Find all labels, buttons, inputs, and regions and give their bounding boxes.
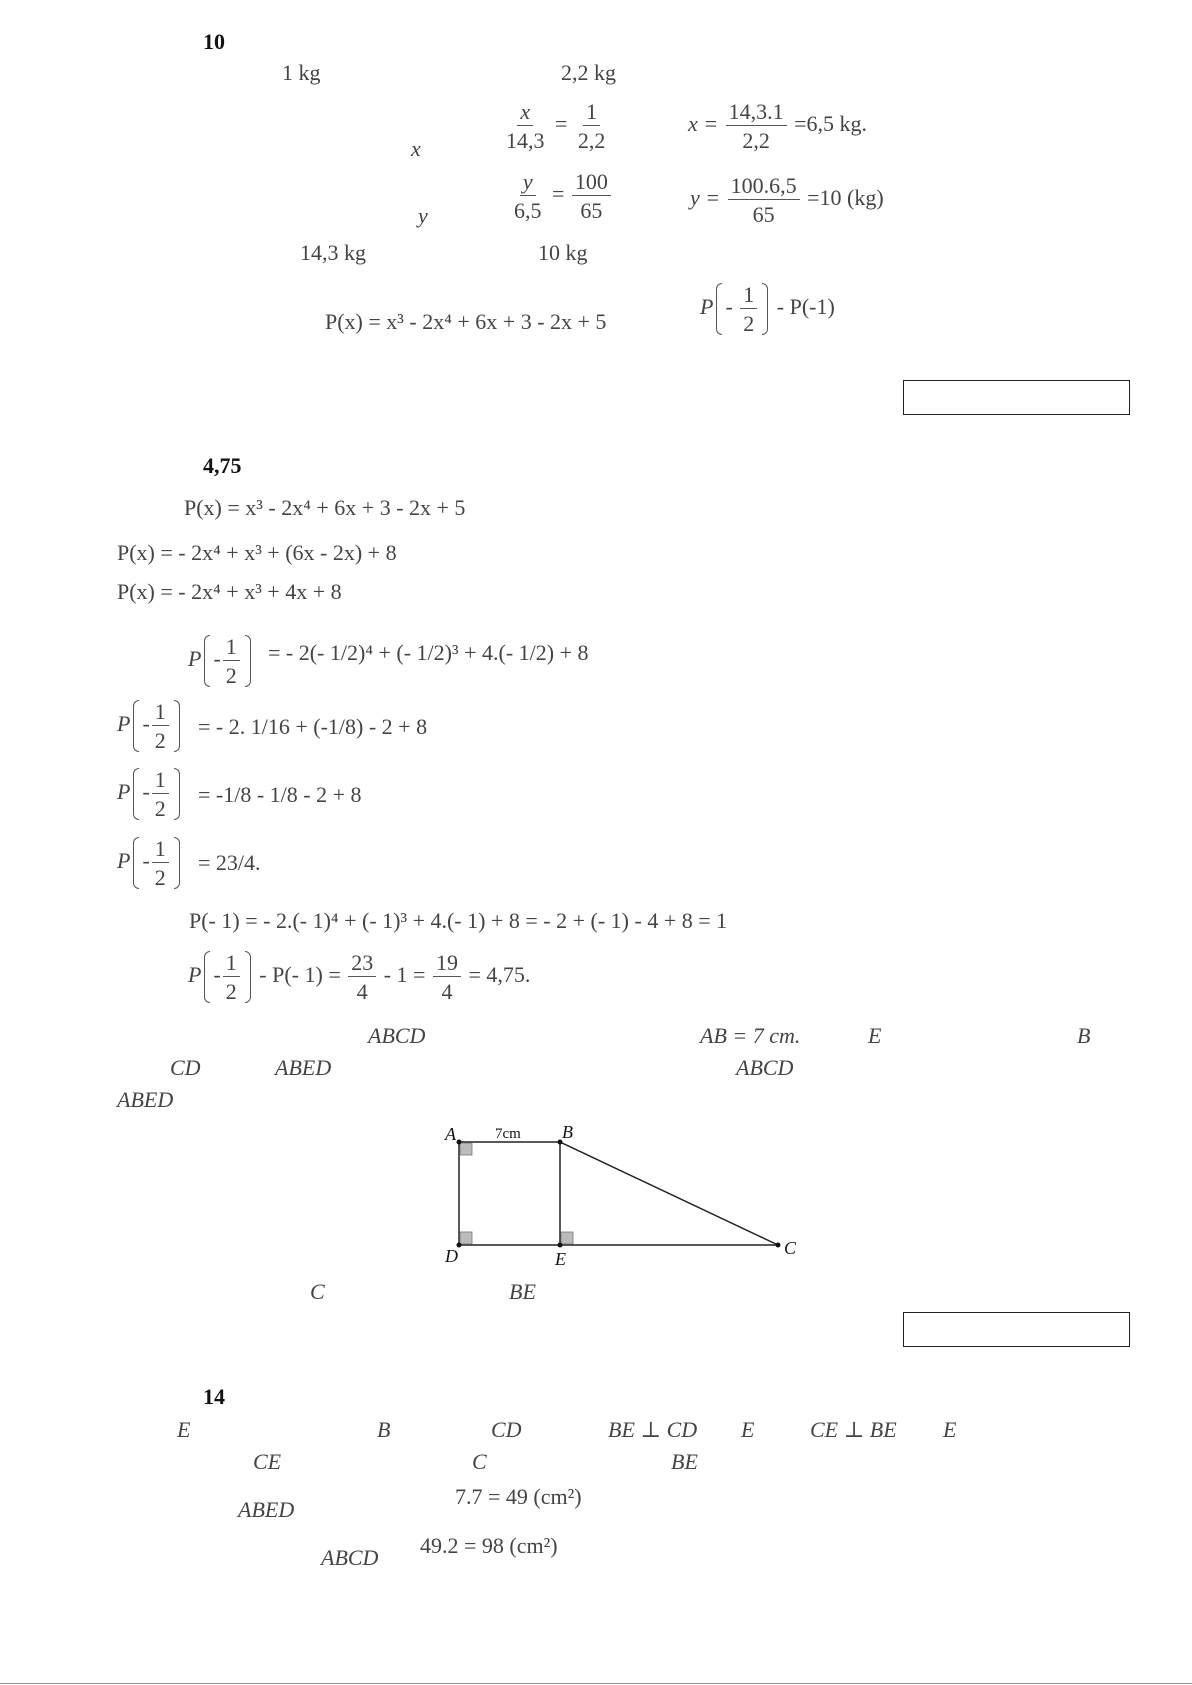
variable-y: y [418, 203, 428, 228]
solution-line: P(x) = x³ - 2x⁴ + 6x + 3 - 2x + 5 [184, 495, 466, 520]
solution-line: = - 2(- 1/2)⁴ + (- 1/2)³ + 4.(- 1/2) + 8 [268, 640, 589, 665]
area-calc: 49.2 = 98 (cm²) [420, 1533, 558, 1558]
mass-label: 14,3 kg [300, 240, 366, 265]
text-fragment: BE [509, 1279, 536, 1304]
text-fragment: AB = 7 cm. [700, 1023, 801, 1048]
page-bottom-rule [0, 1683, 1192, 1684]
trapezoid-figure [430, 1118, 810, 1278]
answer-box[interactable] [903, 1312, 1130, 1347]
solution-line: = -1/8 - 1/8 - 2 + 8 [198, 782, 362, 807]
side-length-label: 7cm [495, 1126, 521, 1142]
solution-line: P(x) = - 2x⁴ + x³ + (6x - 2x) + 8 [117, 540, 397, 565]
answer-number: 14 [203, 1384, 225, 1409]
text-fragment: CE ⊥ BE [810, 1417, 897, 1442]
text-fragment: ABCD [321, 1545, 379, 1570]
p-half-label: P - $\frac{1}{2}$ [117, 837, 183, 889]
text-fragment: E [868, 1023, 882, 1048]
text-fragment: ABCD [368, 1023, 426, 1048]
problem-number: 10 [203, 29, 225, 54]
text-fragment: CD [170, 1055, 201, 1080]
text-fragment: B [377, 1417, 391, 1442]
expression: P - $\frac{1}{2}$ - P(-1) [700, 282, 835, 337]
variable-x: x [411, 136, 421, 161]
text-fragment: C [310, 1279, 325, 1304]
vertex-label-e: E [555, 1249, 566, 1269]
text-fragment: E [741, 1417, 755, 1442]
polynomial: P(x) = x³ - 2x⁴ + 6x + 3 - 2x + 5 [325, 309, 607, 334]
text-fragment: BE ⊥ CD [608, 1417, 698, 1442]
text-fragment: BE [671, 1449, 698, 1474]
text-fragment: E [943, 1417, 957, 1442]
p-half-label: P - $\frac{1}{2}$ [188, 635, 254, 687]
mass-label: 1 kg [282, 60, 321, 85]
mass-label: 2,2 kg [561, 60, 616, 85]
vertex-label-a: A [445, 1124, 456, 1144]
answer-number: 4,75 [203, 453, 242, 478]
vertex-label-d: D [445, 1246, 458, 1266]
p-half-label: P - $\frac{1}{2}$ [117, 700, 183, 752]
proportion-x: $\frac{x}{14,3}$ = $\frac{1}{2,2}$ [506, 99, 606, 154]
final-line: P - $\frac{1}{2}$ - P(- 1) = $\frac{23}{4}$ - 1 = $\frac{19}{4}$ = 4,75. [188, 950, 531, 1005]
text-fragment: ABED [117, 1087, 174, 1112]
solution-line: P(- 1) = - 2.(- 1)⁴ + (- 1)³ + 4.(- 1) + 8 = - 2 + (- 1) - 4 + 8 = 1 [189, 908, 728, 933]
area-calc: 7.7 = 49 (cm²) [455, 1484, 582, 1509]
text-fragment: ABED [238, 1497, 295, 1522]
text-fragment: CD [491, 1417, 522, 1442]
vertex-label-b: B [562, 1122, 573, 1142]
text-fragment: ABED [275, 1055, 332, 1080]
proportion-y: $\frac{y}{6,5}$ = $\frac{100}{65}$ [509, 170, 613, 222]
mass-label: 10 kg [538, 240, 588, 265]
solution-line: = - 2. 1/16 + (-1/8) - 2 + 8 [198, 714, 428, 739]
solution-y: y = $\frac{100.6,5}{65}$ =10 (kg) [690, 173, 884, 228]
text-fragment: CE [253, 1449, 282, 1474]
text-fragment: ABCD [736, 1055, 794, 1080]
text-fragment: C [472, 1449, 487, 1474]
solution-line: P(x) = - 2x⁴ + x³ + 4x + 8 [117, 579, 342, 604]
answer-box[interactable] [903, 380, 1130, 415]
p-half-label: P - $\frac{1}{2}$ [117, 768, 183, 820]
text-fragment: B [1077, 1023, 1091, 1048]
vertex-label-c: C [784, 1238, 797, 1258]
solution-x: x = $\frac{14,3.1}{2,2}$ =6,5 kg. [688, 99, 868, 154]
text-fragment: E [177, 1417, 191, 1442]
solution-line: = 23/4. [198, 850, 261, 875]
